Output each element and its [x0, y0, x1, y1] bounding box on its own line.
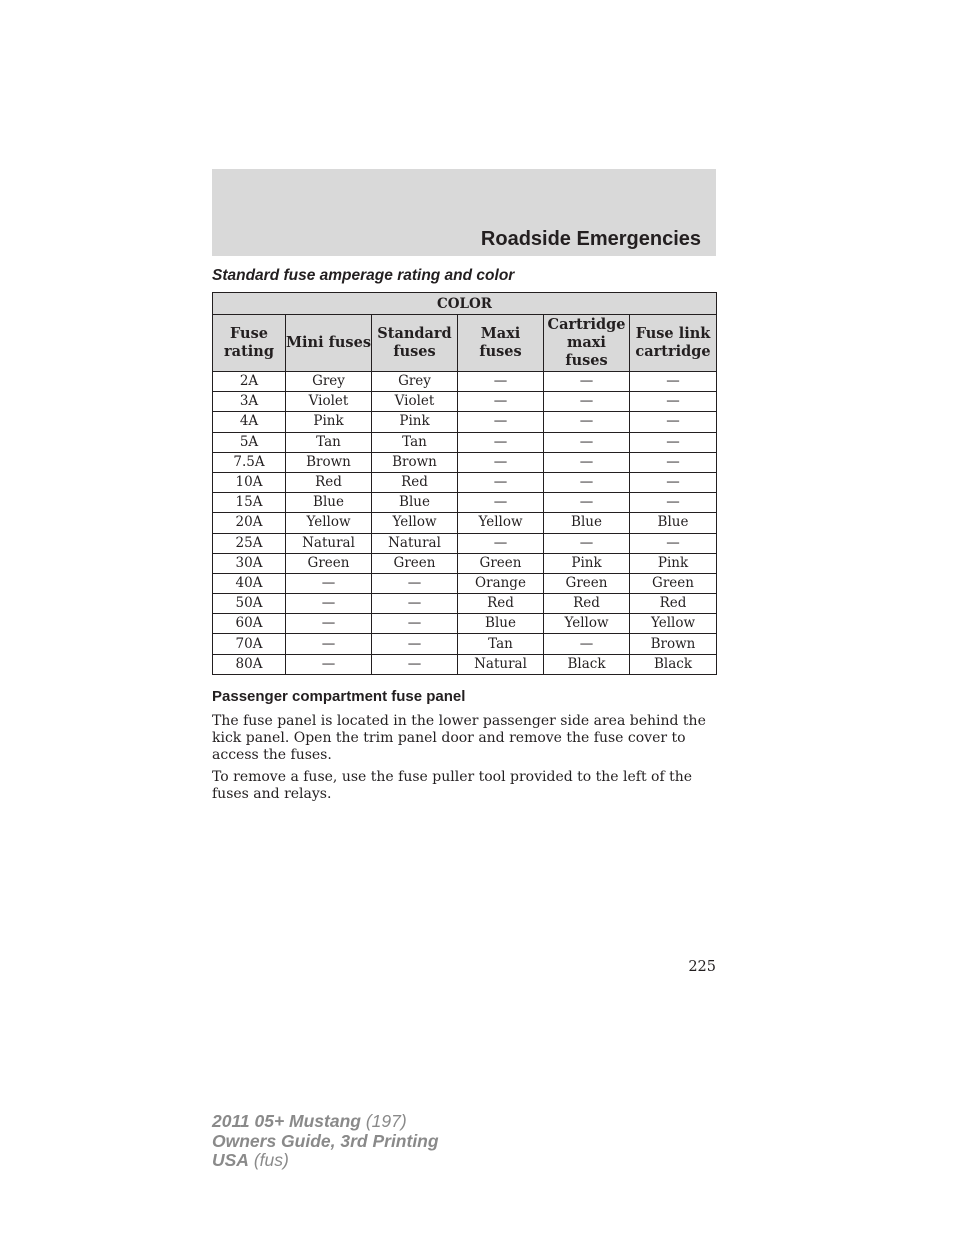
table-cell: 3A — [213, 392, 286, 412]
table-cell: Yellow — [630, 614, 717, 634]
table-cell: — — [286, 594, 372, 614]
panel-heading: Passenger compartment fuse panel — [212, 688, 466, 705]
footer-guide: Owners Guide, 3rd Printing — [212, 1130, 439, 1151]
table-cell: Black — [544, 654, 630, 674]
table-row — [213, 392, 717, 412]
table-row — [213, 472, 717, 492]
table-cell: Yellow — [544, 614, 630, 634]
table-cell: Red — [372, 472, 458, 492]
color-group-header: COLOR — [213, 293, 717, 315]
table-cell: — — [458, 412, 544, 432]
table-row — [213, 654, 717, 674]
table-cell: — — [286, 573, 372, 593]
table-cell: Red — [286, 472, 372, 492]
table-cell: — — [458, 392, 544, 412]
table-cell: Red — [630, 594, 717, 614]
table-cell: — — [544, 432, 630, 452]
table-cell: Violet — [372, 392, 458, 412]
table-cell: Pink — [630, 553, 717, 573]
fuse-color-table — [212, 292, 717, 675]
table-cell: — — [544, 472, 630, 492]
table-cell: Natural — [458, 654, 544, 674]
section-header-band — [212, 169, 716, 256]
table-cell: 15A — [213, 493, 286, 513]
table-cell: — — [544, 452, 630, 472]
table-cell: — — [630, 472, 717, 492]
column-header: Maxi fuses — [458, 315, 544, 372]
table-cell: — — [544, 392, 630, 412]
table-cell: Grey — [372, 372, 458, 392]
section-title: Roadside Emergencies — [480, 228, 701, 250]
table-cell: Green — [372, 553, 458, 573]
table-row — [213, 412, 717, 432]
table-cell: — — [458, 432, 544, 452]
table-cell: — — [544, 634, 630, 654]
table-cell: 50A — [213, 594, 286, 614]
table-cell: 70A — [213, 634, 286, 654]
table-cell: — — [372, 573, 458, 593]
table-cell: Brown — [286, 452, 372, 472]
table-cell: Blue — [544, 513, 630, 533]
table-row — [213, 614, 717, 634]
table-cell: Pink — [286, 412, 372, 432]
table-cell: Pink — [372, 412, 458, 432]
table-cell: Green — [286, 553, 372, 573]
table-cell: Brown — [630, 634, 717, 654]
table-row — [213, 372, 717, 392]
table-cell: 7.5A — [213, 452, 286, 472]
table-cell: Tan — [372, 432, 458, 452]
table-cell: — — [286, 614, 372, 634]
table-row — [213, 432, 717, 452]
table-cell: Violet — [286, 392, 372, 412]
table-cell: 80A — [213, 654, 286, 674]
column-header: Cartridge maxi fuses — [544, 315, 630, 372]
table-cell: Brown — [372, 452, 458, 472]
panel-paragraph-location: The fuse panel is located in the lower passenger side area behind the kick panel. Open the trim panel door and remove the fuse cover to access the fuses. — [212, 713, 706, 763]
table-row — [213, 594, 717, 614]
table-cell: — — [458, 493, 544, 513]
table-cell: Yellow — [458, 513, 544, 533]
table-cell: — — [630, 452, 717, 472]
table-cell: 20A — [213, 513, 286, 533]
table-cell: — — [630, 372, 717, 392]
table-cell: Tan — [286, 432, 372, 452]
table-cell: — — [630, 392, 717, 412]
table-cell: — — [544, 372, 630, 392]
table-cell: Green — [630, 573, 717, 593]
table-cell: Tan — [458, 634, 544, 654]
table-cell: Green — [458, 553, 544, 573]
table-cell: — — [372, 614, 458, 634]
footer-line-region — [212, 1151, 439, 1171]
table-cell: 10A — [213, 472, 286, 492]
table-cell: Blue — [458, 614, 544, 634]
table-row — [213, 573, 717, 593]
table-cell: — — [630, 432, 717, 452]
column-header: Standard fuses — [372, 315, 458, 372]
panel-paragraph-removal: To remove a fuse, use the fuse puller tool provided to the left of the fuses and relays. — [212, 769, 693, 802]
footer-line-guide — [212, 1132, 439, 1152]
table-cell: — — [372, 654, 458, 674]
table-cell: Blue — [630, 513, 717, 533]
table-cell: 5A — [213, 432, 286, 452]
table-cell: — — [458, 472, 544, 492]
table-cell: — — [458, 372, 544, 392]
table-cell: — — [372, 634, 458, 654]
table-row — [213, 533, 717, 553]
table-cell: — — [630, 412, 717, 432]
table-title: Standard fuse amperage rating and color — [212, 267, 515, 284]
table-cell: Black — [630, 654, 717, 674]
table-cell: 30A — [213, 553, 286, 573]
column-header: Fuse rating — [213, 315, 286, 372]
table-cell: 25A — [213, 533, 286, 553]
table-cell: — — [630, 533, 717, 553]
table-cell: Grey — [286, 372, 372, 392]
table-cell: — — [372, 594, 458, 614]
table-cell: — — [458, 533, 544, 553]
table-cell: 2A — [213, 372, 286, 392]
footer-model: 2011 05+ Mustang — [212, 1111, 361, 1131]
column-header: Fuse link cartridge — [630, 315, 717, 372]
table-cell: 60A — [213, 614, 286, 634]
table-cell: — — [286, 634, 372, 654]
table-row — [213, 553, 717, 573]
table-cell: Yellow — [286, 513, 372, 533]
table-cell: — — [458, 452, 544, 472]
footer-region: USA — [212, 1150, 249, 1170]
table-row — [213, 493, 717, 513]
table-cell: Yellow — [372, 513, 458, 533]
table-cell: — — [544, 412, 630, 432]
table-cell: Blue — [286, 493, 372, 513]
column-header: Mini fuses — [286, 315, 372, 372]
page-number: 225 — [688, 959, 716, 975]
table-row — [213, 513, 717, 533]
table-cell: — — [286, 654, 372, 674]
table-cell: 4A — [213, 412, 286, 432]
table-cell: Natural — [286, 533, 372, 553]
footer-document-id — [212, 1112, 439, 1171]
table-row — [213, 452, 717, 472]
footer-model-code: (197) — [365, 1111, 407, 1131]
table-cell: — — [544, 493, 630, 513]
table-cell: Blue — [372, 493, 458, 513]
table-row — [213, 634, 717, 654]
table-cell: Orange — [458, 573, 544, 593]
table-cell: — — [630, 493, 717, 513]
table-cell: Pink — [544, 553, 630, 573]
table-cell: — — [544, 533, 630, 553]
footer-region-code: (fus) — [253, 1150, 289, 1170]
table-cell: Red — [458, 594, 544, 614]
table-cell: Green — [544, 573, 630, 593]
table-cell: Red — [544, 594, 630, 614]
footer-line-model — [212, 1112, 439, 1132]
table-cell: Natural — [372, 533, 458, 553]
table-cell: 40A — [213, 573, 286, 593]
